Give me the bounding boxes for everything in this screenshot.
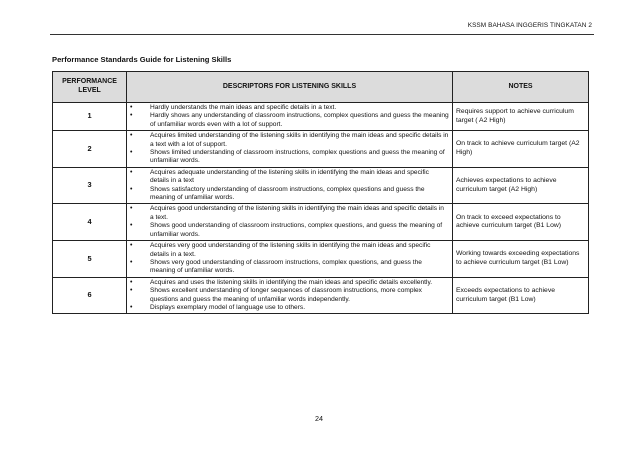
- descriptor-list: [130, 205, 449, 239]
- notes-cell: Working towards exceeding expectations to achieve curriculum target (B1 Low): [453, 241, 589, 278]
- descriptor-item: • Acquires limited understanding of the listening skills in identifying the main ideas and specific details in a text with a lot of support.: [130, 132, 449, 149]
- performance-level-cell: 2: [53, 131, 127, 168]
- table-row: [53, 204, 589, 241]
- table-row: [53, 167, 589, 204]
- descriptor-list: [130, 104, 449, 129]
- performance-level-cell: 1: [53, 103, 127, 131]
- table-row: [53, 241, 589, 278]
- table-header-row: [53, 72, 589, 103]
- performance-level-cell: 4: [53, 204, 127, 241]
- table-row: [53, 103, 589, 131]
- notes-cell: On track to exceed expectations to achieve curriculum target (B1 Low): [453, 204, 589, 241]
- descriptor-item: • Shows limited understanding of classroom instructions, complex questions and guess the meaning of unfamiliar words.: [130, 149, 449, 166]
- table-row: [53, 277, 589, 314]
- notes-cell: On track to achieve curriculum target (A2 High): [453, 131, 589, 168]
- descriptors-cell: [127, 167, 453, 204]
- descriptor-list: [130, 279, 449, 313]
- descriptor-item: • Shows very good understanding of classroom instructions, complex questions, and guess the meaning of unfamiliar words.: [130, 259, 449, 276]
- descriptor-list: [130, 169, 449, 203]
- performance-level-cell: 3: [53, 167, 127, 204]
- performance-level-cell: 5: [53, 241, 127, 278]
- notes-cell: Requires support to achieve curriculum target ( A2 High): [453, 103, 589, 131]
- descriptor-list: [130, 132, 449, 166]
- descriptor-item: • Displays exemplary model of language use to others.: [130, 304, 449, 312]
- section-title: Performance Standards Guide for Listening Skills: [52, 55, 232, 64]
- descriptors-cell: [127, 204, 453, 241]
- column-header-performance-level: PERFORMANCE LEVEL: [53, 72, 127, 103]
- notes-cell: Achieves expectations to achieve curriculum target (A2 High): [453, 167, 589, 204]
- descriptor-item: • Shows excellent understanding of longer sequences of classroom instructions, more complex questions and guess the meaning of unfamiliar words independently.: [130, 287, 449, 304]
- document-header: KSSM BAHASA INGGERIS TINGKATAN 2: [467, 22, 592, 29]
- descriptors-cell: [127, 131, 453, 168]
- column-header-notes: NOTES: [453, 72, 589, 103]
- descriptor-item: • Shows satisfactory understanding of classroom instructions, complex questions and guess the meaning of unfamiliar words.: [130, 186, 449, 203]
- descriptor-list: [130, 242, 449, 276]
- descriptors-cell: [127, 277, 453, 314]
- page-number: 24: [315, 414, 323, 423]
- descriptor-item: • Acquires adequate understanding of the listening skills in identifying the main ideas and specific details in a text: [130, 169, 449, 186]
- descriptor-item: • Acquires and uses the listening skills in identifying the main ideas and specific details excellently.: [130, 279, 449, 287]
- performance-standards-table: [52, 71, 589, 314]
- descriptor-item: • Hardly shows any understanding of classroom instructions, complex questions and guess the meaning of unfamiliar words even with a lot of support.: [130, 112, 449, 129]
- column-header-descriptors: DESCRIPTORS FOR LISTENING SKILLS: [127, 72, 453, 103]
- descriptors-cell: [127, 103, 453, 131]
- descriptors-cell: [127, 241, 453, 278]
- descriptor-item: • Acquires good understanding of the listening skills in identifying the main ideas and specific details in a text.: [130, 205, 449, 222]
- performance-level-cell: 6: [53, 277, 127, 314]
- descriptor-item: • Acquires very good understanding of the listening skills in identifying the main ideas and specific details in a text.: [130, 242, 449, 259]
- table-row: [53, 131, 589, 168]
- table-body: [53, 103, 589, 314]
- descriptor-item: • Shows good understanding of classroom instructions, complex questions, and guess the meaning of unfamiliar words.: [130, 222, 449, 239]
- header-divider: [50, 34, 594, 35]
- descriptor-item: • Hardly understands the main ideas and specific details in a text.: [130, 104, 449, 112]
- notes-cell: Exceeds expectations to achieve curriculum target (B1 Low): [453, 277, 589, 314]
